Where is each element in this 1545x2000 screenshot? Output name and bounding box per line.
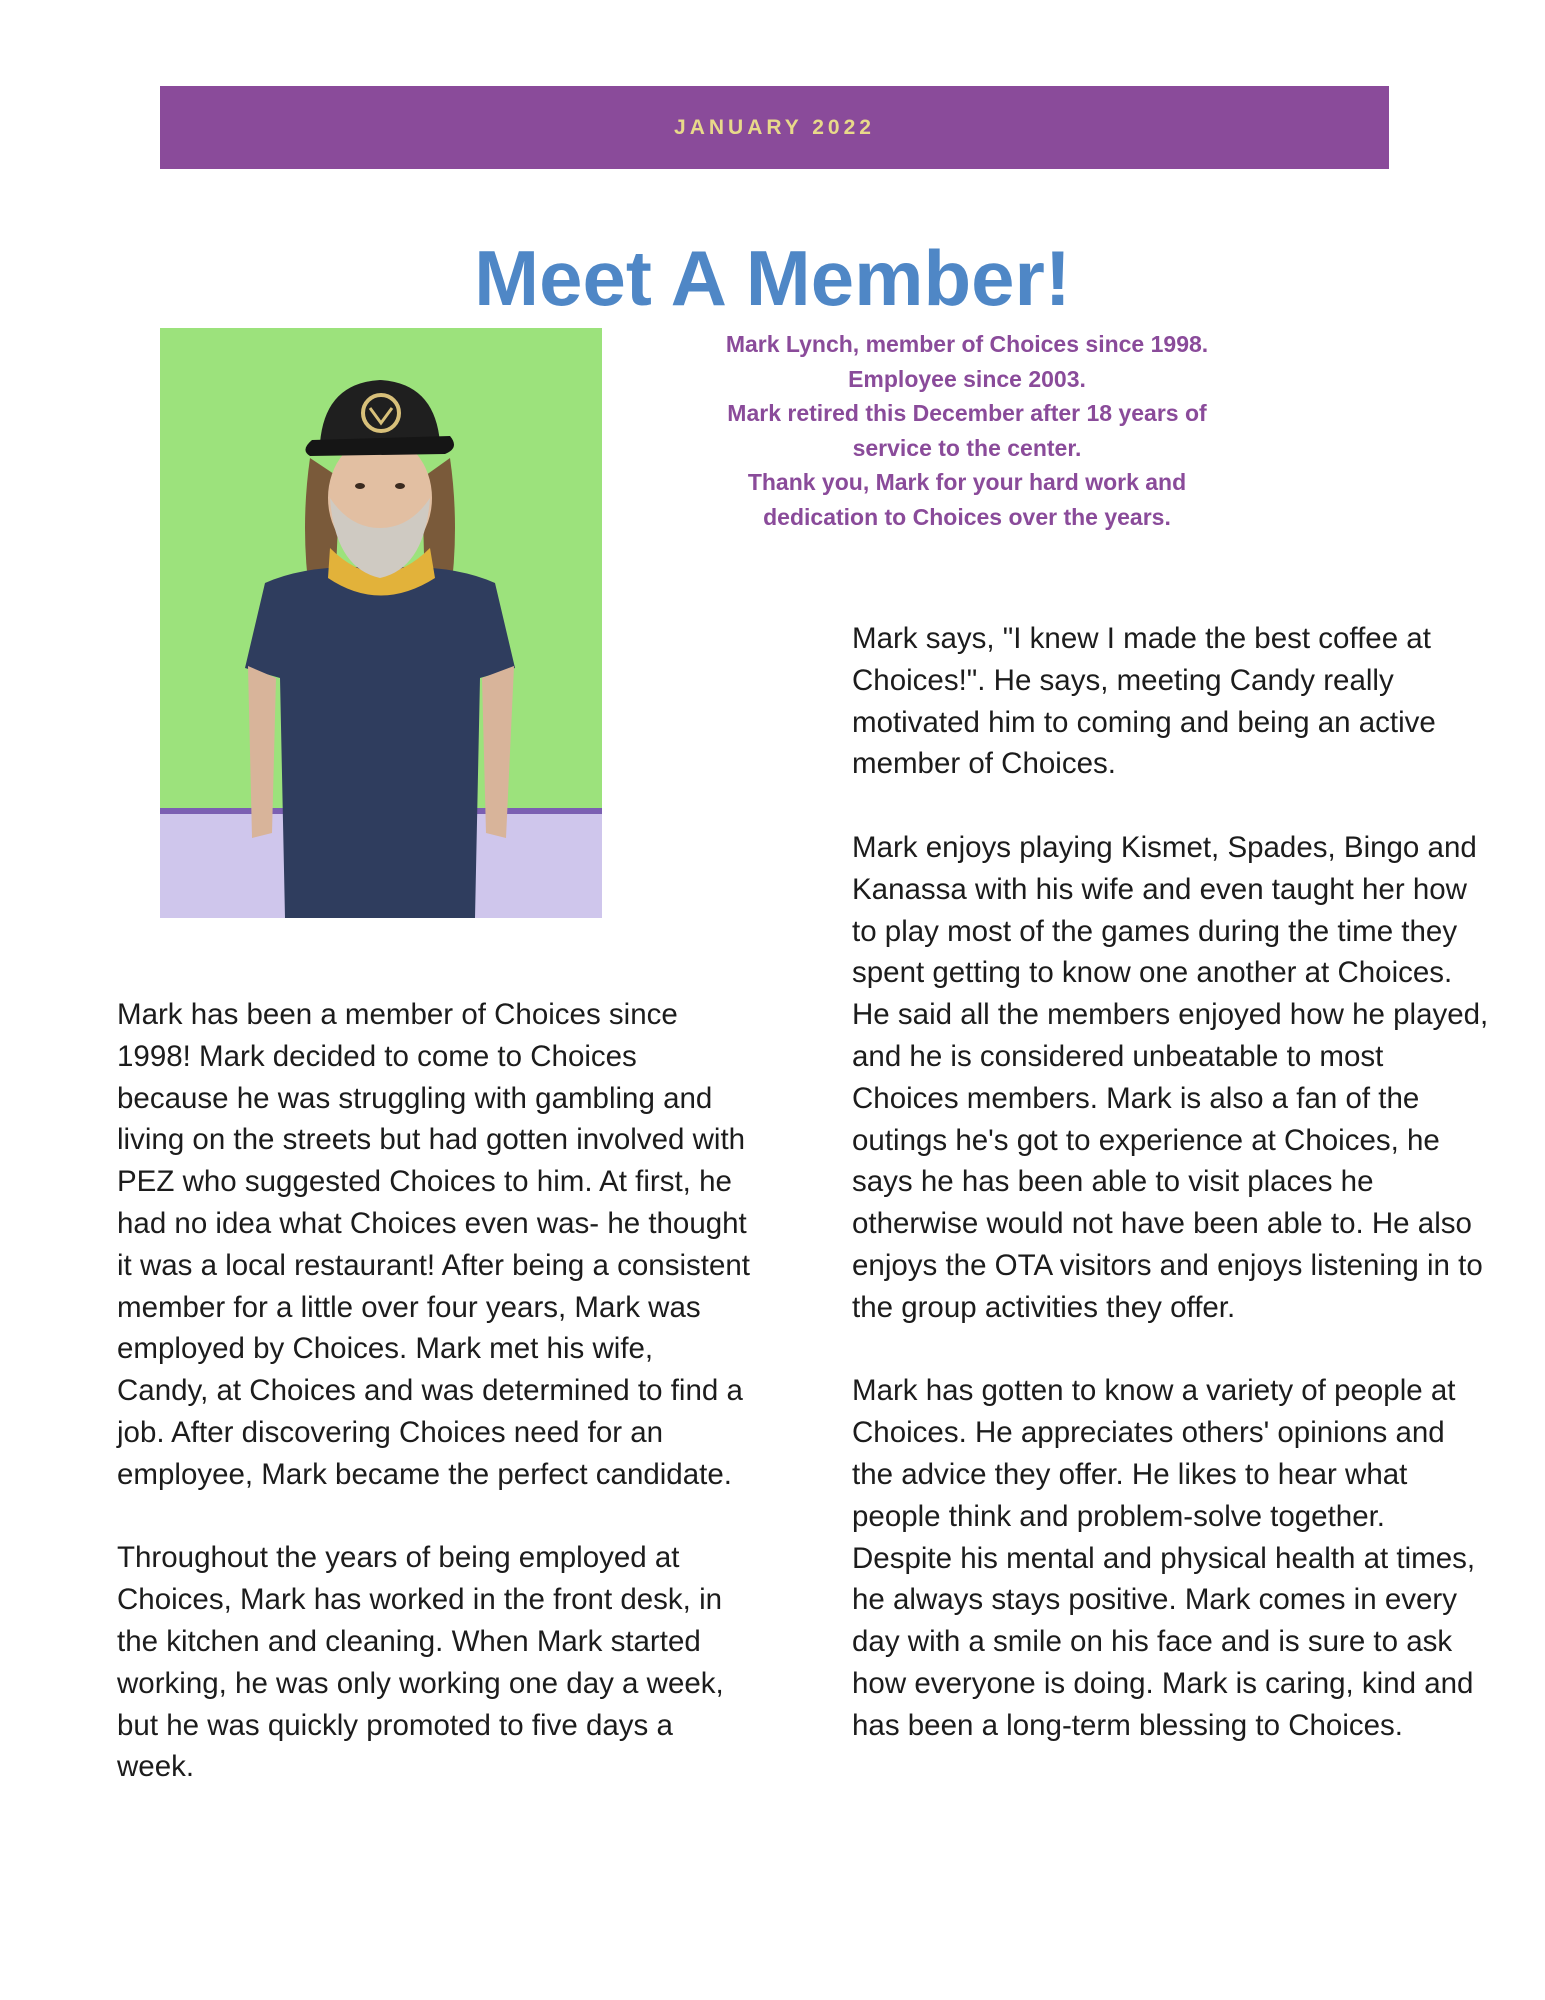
member-photo-illustration — [160, 328, 602, 918]
body-paragraph: Mark has gotten to know a variety of people at Choices. He appreciates others' opinions and the advice they offer. He likes to hear what people think and problem-solve together. Despite his mental and physical health at times, he always stays positive. Mark comes in every day with a smile on his face and is sure to ask how everyone is doing. Mark is caring, kind and has been a long-term blessing to Choices. — [852, 1374, 1476, 1742]
banner-date-text: JANUARY 2022 — [674, 115, 875, 139]
body-paragraph: Mark has been a member of Choices since 1998! Mark decided to come to Choices because he was struggling with gambling and living on the streets but had gotten involved with PEZ who suggested Choices to him. At first, he had no idea what Choices even was- he thought it was a local restaurant! After being a consistent member for a little over four years, Mark was employed by Choices. Mark met his wife, Candy, at Choices and was determined to find a job. After discovering Choices need for an employee, Mark became the perfect candidate. — [117, 998, 750, 1491]
intro-line: Mark retired this December after 18 years of — [727, 400, 1207, 426]
intro-line: Thank you, Mark for your hard work and — [747, 469, 1187, 495]
intro-line: service to the center. — [852, 434, 1082, 461]
body-paragraph: Mark enjoys playing Kismet, Spades, Bingo and Kanassa with his wife and even taught her how to play most of the games during the time they spent getting to know one another at Choices. He said all the members enjoyed how he played, and he is considered unbeatable to most Choices members. Mark is also a fan of the outings he's got to experience at Choices, he says he has been able to visit places he otherwise would not have been able to. He also enjoys the OTA visitors and enjoys listening in to the group activities they offer. — [852, 830, 1489, 1324]
intro-line: Mark Lynch, member of Choices since 1998. — [725, 331, 1209, 357]
intro-line: dedication to Choices over the years. — [763, 503, 1171, 530]
member-intro — [650, 327, 1284, 534]
body-paragraph: Throughout the years of being employed at Choices, Mark has worked in the front desk, in the kitchen and cleaning. When Mark started working, he was only working one day a week, but he was quickly promoted to five days a week. — [117, 1541, 724, 1784]
page-title: Meet A Member! — [474, 234, 1071, 322]
member-photo — [160, 328, 602, 918]
intro-line: Employee since 2003. — [848, 365, 1086, 392]
right-column — [852, 618, 1492, 1747]
left-column — [117, 994, 752, 1788]
date-banner — [160, 86, 1389, 169]
body-paragraph: Mark says, "I knew I made the best coffee at Choices!". He says, meeting Candy really motivated him to coming and being an active member of Choices. — [852, 622, 1436, 781]
